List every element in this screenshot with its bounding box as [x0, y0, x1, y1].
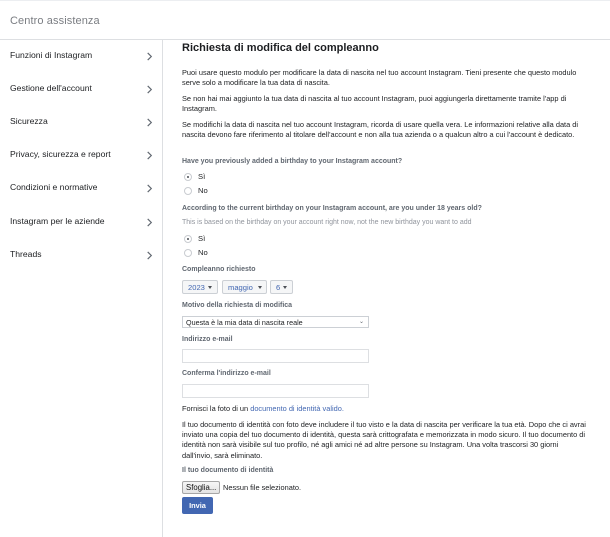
sidebar-item-instagram-features[interactable] [0, 45, 162, 69]
sidebar-item-label: Condizioni e normative [10, 182, 98, 192]
radio-button-checked[interactable] [184, 235, 192, 243]
caret-down-icon [208, 286, 212, 289]
radio-label: Sì [198, 172, 206, 181]
chevron-right-icon [145, 85, 154, 94]
sidebar-item-label: Privacy, sicurezza e report [10, 149, 111, 159]
intro-paragraph: Puoi usare questo modulo per modificare la data di nascita nel tuo account Instagram. Tieni presente che questo modulo serve solo a modificare la tua data di nascita. [182, 68, 577, 88]
chevron-right-icon [145, 184, 154, 193]
browse-file-button[interactable]: Sfoglia... [182, 481, 220, 494]
birthday-label: Compleanno richiesto [182, 266, 256, 273]
sidebar-item-security[interactable] [0, 111, 162, 135]
sidebar-item-terms[interactable] [0, 177, 162, 201]
year-dropdown[interactable]: 2023 [182, 280, 218, 294]
question-previous-birthday: Have you previously added a birthday to your Instagram account? [182, 158, 403, 165]
reason-label: Motivo della richiesta di modifica [182, 302, 293, 309]
caret-down-icon [283, 286, 287, 289]
radio-button[interactable] [184, 249, 192, 257]
chevron-right-icon [145, 151, 154, 160]
id-prompt: Fornisci la foto di un documento di identità valido. [182, 404, 344, 413]
email-confirm-label: Conferma l'indirizzo e-mail [182, 370, 271, 377]
sidebar-item-account-management[interactable] [0, 78, 162, 102]
chevron-right-icon [145, 118, 154, 127]
radio-label: Sì [198, 234, 206, 243]
help-center-title[interactable]: Centro assistenza [10, 15, 100, 27]
sidebar-item-business[interactable] [0, 211, 162, 235]
page-title: Richiesta di modifica del compleanno [182, 42, 379, 54]
sidebar-item-privacy[interactable] [0, 144, 162, 168]
reason-select[interactable]: Questa è la mia data di nascita reale ⌄ [182, 316, 369, 328]
radio-button[interactable] [184, 187, 192, 195]
sidebar [0, 40, 163, 537]
chevron-right-icon [145, 251, 154, 260]
question-under-18: According to the current birthday on your Instagram account, are you under 18 years old? [182, 205, 482, 212]
chevron-down-icon: ⌄ [358, 319, 364, 325]
sidebar-item-label: Funzioni di Instagram [10, 50, 93, 60]
sidebar-item-threads[interactable] [0, 244, 162, 268]
radio-label: No [198, 248, 208, 257]
email-label: Indirizzo e-mail [182, 336, 233, 343]
email-field[interactable] [182, 349, 369, 363]
month-dropdown[interactable]: maggio [222, 280, 267, 294]
submit-button[interactable]: Invia [182, 497, 213, 514]
chevron-right-icon [145, 52, 154, 61]
id-info-paragraph: Il tuo documento di identità con foto deve includere il tuo visto e la data di nascita per verificare la tua età. Dopo che ci avrai inviato una copia del tuo documento di identità, questa sarà crittografata e memorizzata in modo sicuro. Il tuo documento di identità non sarà visibile sul tuo profilo, né agli amici né ad altre persone su Instagram. Una volta trascorsi 30 giorni dall'invio, sarà eliminato. [182, 420, 586, 460]
intro-paragraph: Se non hai mai aggiunto la tua data di nascita al tuo account Instagram, puoi aggiungerla direttamente tramite l'app di Instagram. [182, 94, 567, 114]
sidebar-item-label: Sicurezza [10, 116, 48, 126]
help-center-header [0, 0, 610, 40]
email-confirm-field[interactable] [182, 384, 369, 398]
sidebar-item-label: Instagram per le aziende [10, 216, 105, 226]
valid-id-link[interactable]: documento di identità valido [250, 404, 342, 413]
radio-button-checked[interactable] [184, 173, 192, 181]
radio-label: No [198, 186, 208, 195]
id-upload-label: Il tuo documento di identità [182, 467, 274, 474]
chevron-right-icon [145, 218, 154, 227]
intro-paragraph: Se modifichi la data di nascita nel tuo account Instagram, ricorda di usare quella vera. Le informazioni relative alla data di nascita devono fare riferimento al titolare dell'account e non alla tua azienda o a qualcun altro a cui l'account è dedicato. [182, 120, 579, 140]
sidebar-item-label: Threads [10, 249, 42, 259]
sidebar-item-label: Gestione dell'account [10, 83, 92, 93]
day-dropdown[interactable]: 6 [270, 280, 293, 294]
question-hint: This is based on the birthday on your account right now, not the new birthday you want to add [182, 219, 472, 226]
file-status: Nessun file selezionato. [223, 483, 302, 492]
caret-down-icon [258, 286, 262, 289]
